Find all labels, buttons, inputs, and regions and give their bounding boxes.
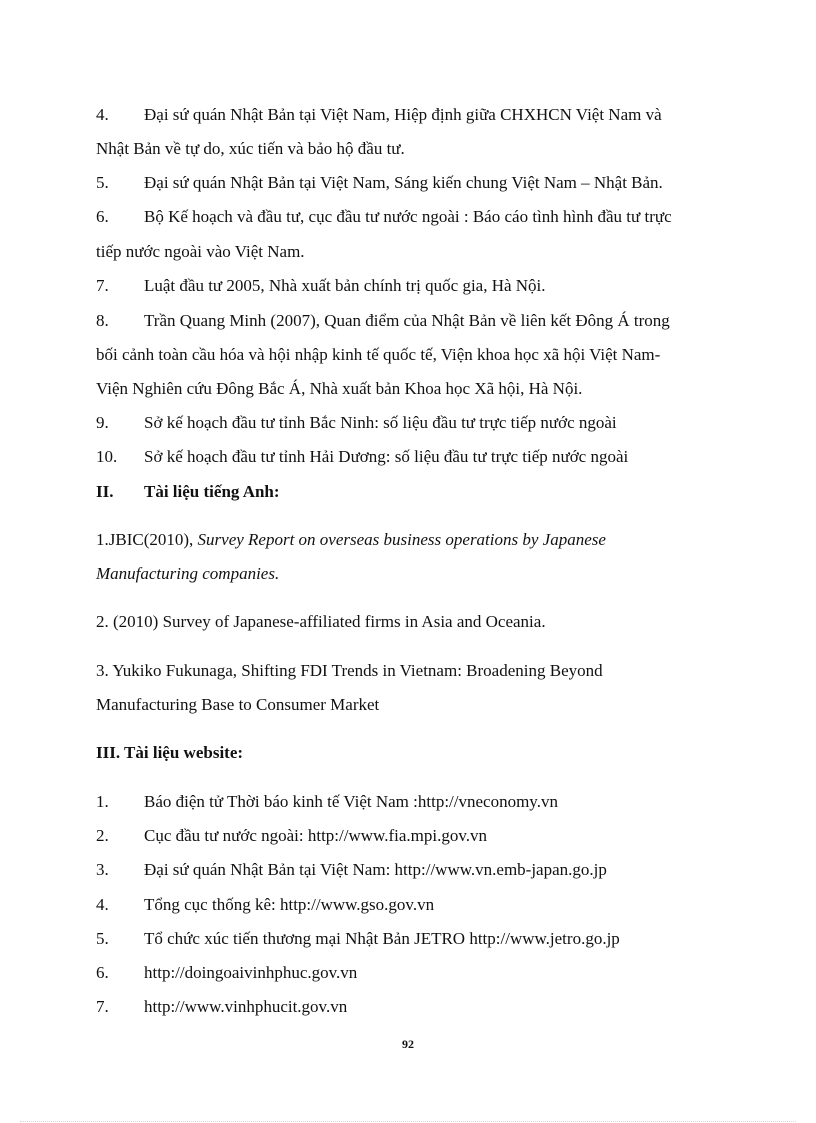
ref-number: 1. bbox=[96, 792, 109, 811]
ref-item-4 bbox=[96, 104, 662, 126]
ref-text: Đại sứ quán Nhật Bản tại Việt Nam, Sáng kiến chung Việt Nam – Nhật Bản. bbox=[144, 173, 663, 192]
website-ref-5 bbox=[96, 928, 620, 950]
ref-number: 4. bbox=[96, 105, 109, 124]
ref-text: Luật đầu tư 2005, Nhà xuất bản chính trị quốc gia, Hà Nội. bbox=[144, 276, 546, 295]
ref-item-7 bbox=[96, 275, 546, 297]
ref-text: Cục đầu tư nước ngoài: http://www.fia.mpi.gov.vn bbox=[144, 826, 487, 845]
ref-text: Sở kế hoạch đầu tư tỉnh Bắc Ninh: số liệu đầu tư trực tiếp nước ngoài bbox=[144, 413, 617, 432]
ref-text: Báo điện tử Thời báo kinh tế Việt Nam :http://vneconomy.vn bbox=[144, 792, 558, 811]
ref-text: Tổ chức xúc tiến thương mại Nhật Bản JETRO http://www.jetro.go.jp bbox=[144, 929, 620, 948]
ref-number: 9. bbox=[96, 413, 109, 432]
ref-number: 5. bbox=[96, 929, 109, 948]
ref-number: 7. bbox=[96, 997, 109, 1016]
english-ref-3-cont bbox=[96, 694, 379, 716]
ref-title: Manufacturing companies. bbox=[96, 564, 280, 583]
ref-text: Trần Quang Minh (2007), Quan điểm của Nhật Bản về liên kết Đông Á trong bbox=[144, 311, 670, 330]
ref-text: 3. Yukiko Fukunaga, Shifting FDI Trends in Vietnam: Broadening Beyond bbox=[96, 661, 603, 680]
english-ref-1 bbox=[96, 529, 606, 551]
ref-number: 2. bbox=[96, 826, 109, 845]
ref-text: Đại sứ quán Nhật Bản tại Việt Nam, Hiệp định giữa CHXHCN Việt Nam và bbox=[144, 105, 662, 124]
website-ref-4 bbox=[96, 894, 434, 916]
ref-item-8-cont bbox=[96, 344, 660, 366]
ref-item-5 bbox=[96, 172, 663, 194]
ref-text: http://doingoaivinhphuc.gov.vn bbox=[144, 963, 358, 982]
ref-number: 3. bbox=[96, 860, 109, 879]
ref-text: Nhật Bản về tự do, xúc tiến và bảo hộ đầu tư. bbox=[96, 139, 405, 158]
ref-item-4-cont bbox=[96, 138, 405, 160]
section-heading-website bbox=[96, 742, 243, 764]
ref-title: Survey Report on overseas business operations by Japanese bbox=[197, 530, 606, 549]
section-title: Tài liệu tiếng Anh: bbox=[144, 482, 280, 501]
ref-prefix: 1.JBIC(2010), bbox=[96, 530, 198, 549]
website-ref-3 bbox=[96, 859, 607, 881]
ref-text: Bộ Kế hoạch và đầu tư, cục đầu tư nước ngoài : Báo cáo tình hình đầu tư trực bbox=[144, 207, 672, 226]
ref-text: Viện Nghiên cứu Đông Bắc Á, Nhà xuất bản Khoa học Xã hội, Hà Nội. bbox=[96, 379, 583, 398]
section-heading-english bbox=[96, 481, 280, 503]
ref-text: bối cảnh toàn cầu hóa và hội nhập kinh tế quốc tế, Viện khoa học xã hội Việt Nam- bbox=[96, 345, 661, 364]
page-bottom-divider bbox=[20, 1121, 796, 1122]
ref-item-6 bbox=[96, 206, 672, 228]
ref-number: 10. bbox=[96, 447, 118, 466]
ref-number: 6. bbox=[96, 963, 109, 982]
ref-item-9 bbox=[96, 412, 617, 434]
ref-text: tiếp nước ngoài vào Việt Nam. bbox=[96, 242, 305, 261]
page-number: 92 bbox=[402, 1037, 414, 1051]
ref-number: 5. bbox=[96, 173, 109, 192]
website-ref-7 bbox=[96, 996, 347, 1018]
ref-text: 2. (2010) Survey of Japanese-affiliated firms in Asia and Oceania. bbox=[96, 612, 546, 631]
section-title: III. Tài liệu website: bbox=[96, 743, 244, 762]
ref-text: Tổng cục thống kê: http://www.gso.gov.vn bbox=[144, 895, 435, 914]
ref-text: Sở kế hoạch đầu tư tỉnh Hải Dương: số liệu đầu tư trực tiếp nước ngoài bbox=[144, 447, 629, 466]
english-ref-2 bbox=[96, 611, 546, 633]
website-ref-2 bbox=[96, 825, 487, 847]
ref-item-6-cont bbox=[96, 241, 305, 263]
ref-text: http://www.vinhphucit.gov.vn bbox=[144, 997, 348, 1016]
ref-number: 6. bbox=[96, 207, 109, 226]
ref-item-10 bbox=[96, 446, 628, 468]
website-ref-1 bbox=[96, 791, 558, 813]
english-ref-3 bbox=[96, 660, 603, 682]
ref-number: 7. bbox=[96, 276, 109, 295]
section-number: II. bbox=[96, 482, 114, 501]
ref-item-8-cont2 bbox=[96, 378, 582, 400]
english-ref-1-cont bbox=[96, 563, 279, 585]
ref-number: 4. bbox=[96, 895, 109, 914]
website-ref-6 bbox=[96, 962, 357, 984]
ref-item-8 bbox=[96, 310, 670, 332]
ref-text: Manufacturing Base to Consumer Market bbox=[96, 695, 380, 714]
ref-number: 8. bbox=[96, 311, 109, 330]
ref-text: Đại sứ quán Nhật Bản tại Việt Nam: http://www.vn.emb-japan.go.jp bbox=[144, 860, 607, 879]
